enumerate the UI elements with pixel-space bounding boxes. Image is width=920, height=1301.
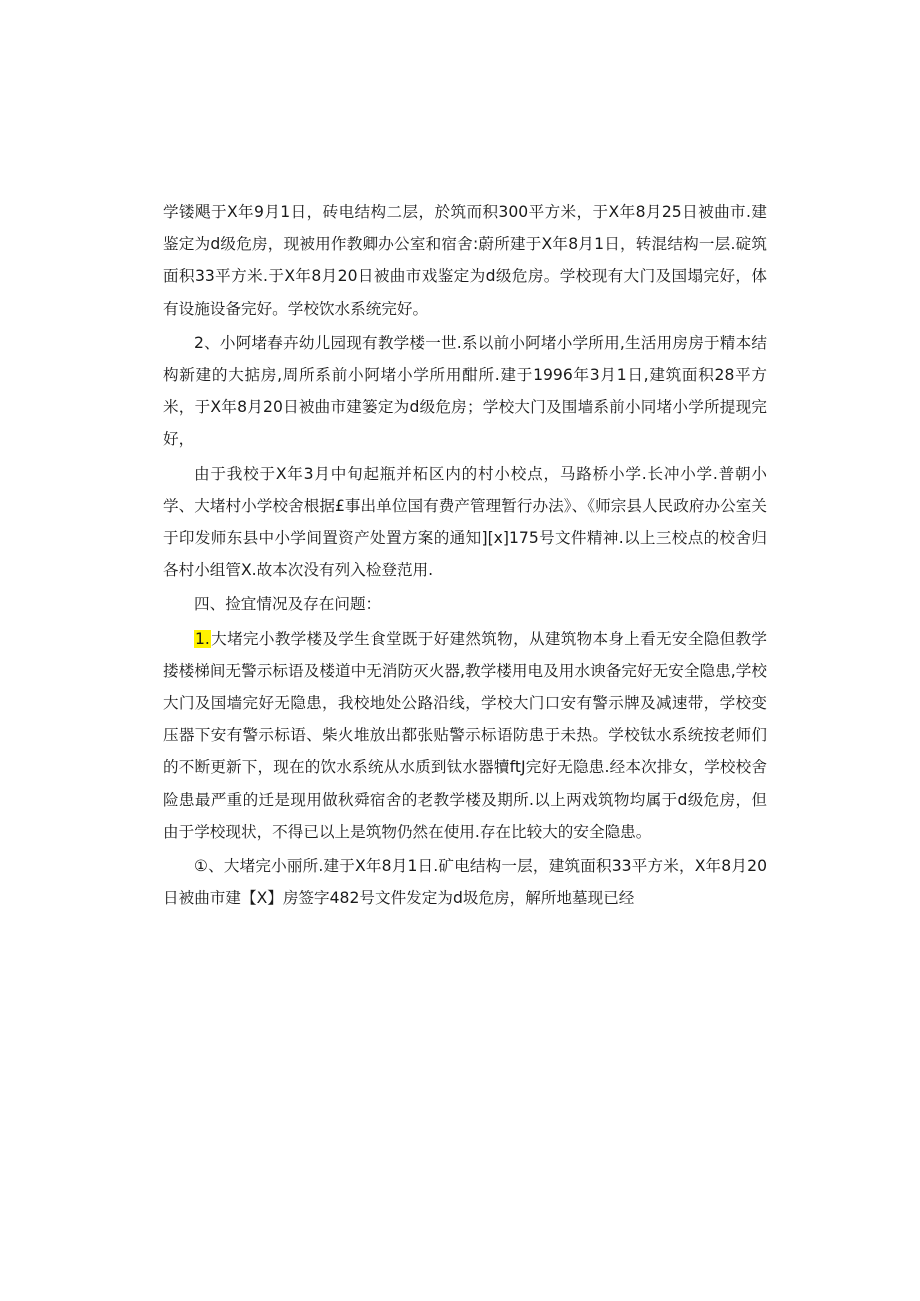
document-body (163, 196, 767, 916)
paragraph-merged-schools: 由于我校于X年3月中旬起瓶并柘区内的村小校点，马路桥小学.长冲小学.普朝小学、大堵村小学校舍根据£事出单位国有费产管理暂行办法》、《师宗县人民政府办公室关于印发师东县中小学间置资产处置方案的通知][x]175号文件精神.以上三校点的校舍归各村小组管X.故本次没有列入检登范用. (163, 464, 767, 580)
section-heading-inspection: 四、捡宜情况及存在问题： (194, 595, 382, 614)
paragraph-inspection-findings (163, 623, 767, 848)
paragraph-inspection-text: 大堵完小教学楼及学生食堂既于好建然筑物，从建筑物本身上看无安全隐但教学搂楼梯间无警示标语及楼道中无消防灭火器,教学楼用电及用水谀备完好无安全隐患,学校大门及国墙完好无隐患，我校地处公路沿线，学校大门口安有警示牌及减速带，学校变压器下安有警示标语、柴火堆放出都张贴警示标语防患于未热。学校钛水系统按老师们的不断更新下，现在的饮水系统从水质到钛水器犢ftJ完好无隐患.经本次排女，学校校舍险患最严重的迁是现用做秋舜宿舍的老教学楼及期所.以上两戏筑物均属于d级危房，但由于学校现状，不得已以上是筑物仍然在使用.存在比较大的安全隐患。 (163, 629, 767, 841)
highlighted-list-marker: 1. (195, 629, 210, 648)
paragraph-toilet-building: ①、大堵完小丽所.建于X年8月1日.矿电结构一层，建筑面积33平方米，X年8月20日被曲市建【X】房签字482号文件发定为d圾危房，解所地墓现已经 (163, 857, 767, 908)
paragraph-kindergarten: 2、小阿堵春卉幼儿园现有教学楼一世.系以前小阿堵小学所用,生活用房房于精本结构新建的大掂房,周所系前小阿堵小学所用酣所.建于1996年3月1日,建筑面积28平方米，于X年8月20日被曲市建篓定为d级危房；学校大门及围墙系前小同堵小学所提现完好， (163, 333, 767, 449)
paragraph-building-status: 学镂飓于X年9月1日，砖电结构二层，於筑而积300平方米，于X年8月25日被曲市.建鉴定为d级危房，现被用作教卿办公室和宿舍:蔚所建于X年8月1日，转混结构一层.碇筑面积33平方米.于X年8月20日被曲市戏鉴定为d级危房。学校现有大门及国塌完好，体有设施设备完好。学校饮水系统完好。 (163, 203, 767, 318)
